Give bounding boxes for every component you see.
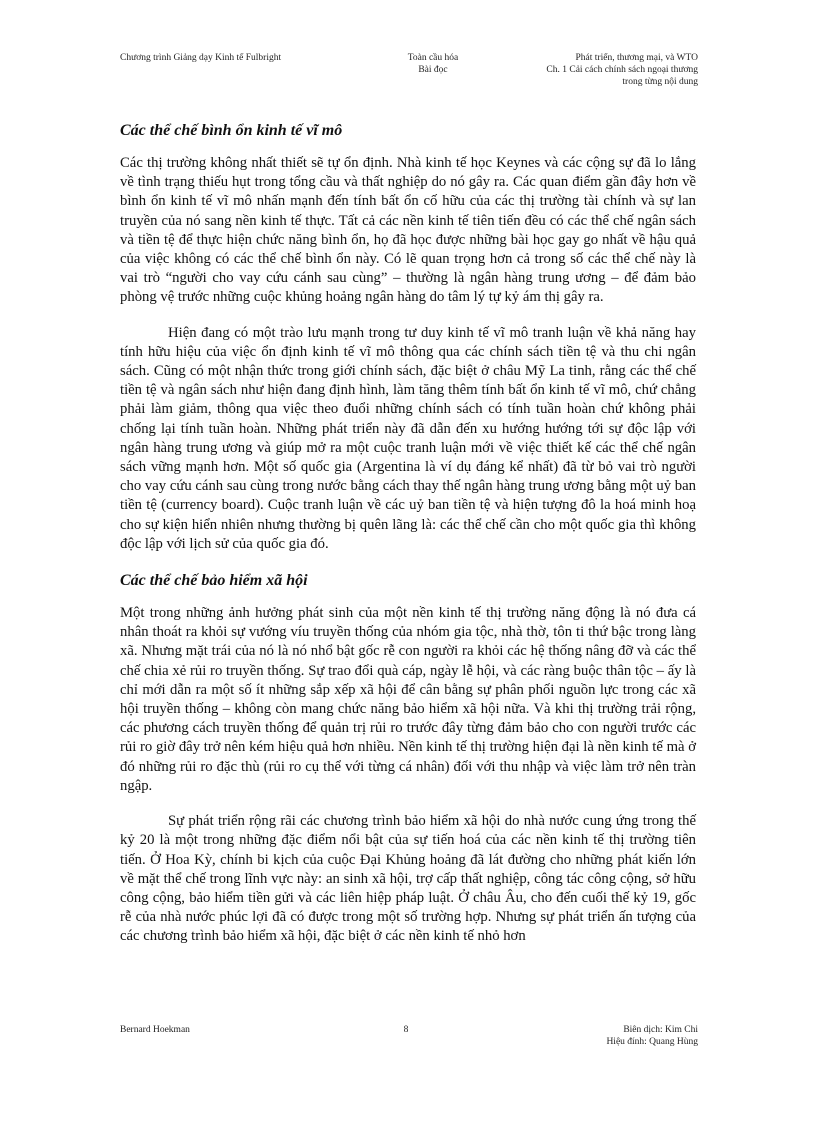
header-program xyxy=(120,52,281,64)
footer-translator: Biên dịch: Kim Chi xyxy=(623,1025,698,1035)
header-program-text: Chương trình Giảng dạy Kinh tế Fulbright xyxy=(120,53,282,63)
header-chapter-title-cont: trong từng nội dung xyxy=(622,77,698,87)
footer-credits xyxy=(606,1024,698,1048)
section-heading: Các thể chế bình ổn kinh tế vĩ mô xyxy=(120,122,343,139)
paragraph: Một trong những ảnh hưởng phát sinh của một nền kinh tế thị trường năng động là nó đưa cá nhân thoát ra khỏi sự vướng víu truyền thống của nhóm gia tộc, nhà thờ, tôn ti thứ bậc trong làng xã. Nhưng mặt trái của nó là nó nhổ bật gốc rễ con người ra khỏi các hệ thống nâng đỡ và các thể chế chia xẻ rủi ro truyền thống. Sự trao đổi quà cáp, ngày lễ hội, và các ràng buộc thân tộc – ấy là chỉ mới dẫn ra một số ít những sắp xếp xã hội để cân bằng sự phân phối nguồn lực trong các xã hội truyền thống – không còn mang chức năng bảo hiểm xã hội nữa. Và khi thị trường trải rộng, các phương cách truyền thống để quản trị rủi ro trước đây từng đảm bảo cho con người trước các rủi ro giờ đây trở nên kém hiệu quả hơn nhiều. Nền kinh tế thị trường hiện đại là nền kinh tế mà ở đó những rủi ro đặc thù (rủi ro cụ thể với từng cá nhân) đối với thu nhập và việc làm trở nên tràn ngập. xyxy=(120,605,696,794)
section-social-insurance xyxy=(120,570,696,946)
header-course-subtitle: Bài đọc xyxy=(418,65,448,75)
header-chapter-title: Ch. 1 Cải cách chính sách ngoại thương xyxy=(546,65,698,75)
document-body xyxy=(120,120,696,963)
paragraph: Các thị trường không nhất thiết sẽ tự ổn định. Nhà kinh tế học Keynes và các cộng sự đã lo lắng về tình trạng thiếu hụt trong tổng cầu và thất nghiệp do nó gây ra. Các quan điểm gần đây hơn về bình ổn kinh tế vĩ mô nhấn mạnh đến tính bất ổn cố hữu của các thị trường tài chính và sự lan truyền của nó sang nền kinh tế thực. Tất cả các nền kinh tế tiên tiến đều có các thể chế ngân sách và tiền tệ để thực hiện chức năng bình ổn, họ đã học được những bài học gay go nhất về hậu quả của việc không có các thể chế bình ổn này. Có lẽ quan trọng hơn cả trong số các thể chế này là vai trò “người cho vay cứu cánh sau cùng” – thường là ngân hàng trung ương – để đảm bảo phòng vệ trước những cuộc khủng hoảng ngân hàng do tâm lý tự kỷ ám thị gây ra. xyxy=(120,155,696,306)
footer-editor: Hiệu đính: Quang Hùng xyxy=(606,1037,698,1047)
page-number-text: 8 xyxy=(403,1025,409,1035)
footer-author-text: Bernard Hoekman xyxy=(120,1025,190,1035)
paragraph: Hiện đang có một trào lưu mạnh trong tư duy kinh tế vĩ mô tranh luận về khả năng hay tính hữu hiệu của việc ổn định kinh tế vĩ mô thông qua các chính sách tiền tệ và thu chi ngân sách. Cũng có một nhận thức trong giới chính sách, đặc biệt ở châu Mỹ La tinh, rằng các thể chế tiền tệ và ngân sách như hiện đang định hình, làm tăng thêm tính bất ổn kinh tế vĩ mô, chứ chẳng phải làm giảm, thông qua việc theo đuổi những chính sách có tính tuần hoàn chứ không phải chống lại tính tuần hoàn. Những phát triển này đã dẫn đến xu hướng hướng tới sự độc lập với ngân hàng trung ương và giúp mở ra một cuộc tranh luận mới về việc thiết kế các thể chế ngân sách vững mạnh hơn. Một số quốc gia (Argentina là ví dụ đáng kể nhất) đã từ bỏ vai trò người cho vay cứu cánh sau cùng trong nước bằng cách thay thế ngân hàng trung ương bằng một uỷ ban tiền tệ (currency board). Cuộc tranh luận về các uỷ ban tiền tệ và hiện tượng đô la hoá minh hoạ cho sự kiện hiển nhiên nhưng thường bị quên lãng là: các thể chế cần cho một quốc gia thì không độc lập với lịch sử của quốc gia đó. xyxy=(120,324,696,552)
header-topic: Phát triển, thương mại, và WTO xyxy=(575,53,698,63)
page-number xyxy=(396,1024,416,1036)
header-course xyxy=(388,52,478,76)
header-chapter xyxy=(546,52,698,88)
section-macro-stabilization xyxy=(120,120,696,554)
paragraph: Sự phát triển rộng rãi các chương trình bảo hiểm xã hội do nhà nước cung ứng trong thế kỷ 20 là một trong những đặc điểm nổi bật của sự tiến hoá của các nền kinh tế thị trường tiên tiến. Ở Hoa Kỳ, chính bi kịch của cuộc Đại Khủng hoảng đã lát đường cho những phát kiến lớn về mặt thể chế trong lĩnh vực này: an sinh xã hội, trợ cấp thất nghiệp, công tác công cộng, sở hữu công cộng, bảo hiểm tiền gửi và các liên hiệp pháp luật. Ở châu Âu, cho đến cuối thế kỷ 19, gốc rễ của nhà nước phúc lợi đã có được trong một số trường hợp. Nhưng sự phát triển ấn tượng của các chương trình bảo hiểm xã hội, đặc biệt ở các nền kinh tế nhỏ hơn xyxy=(120,813,696,945)
footer-author xyxy=(120,1024,190,1036)
header-course-title: Toàn cầu hóa xyxy=(407,53,459,63)
section-heading: Các thể chế bảo hiểm xã hội xyxy=(120,572,308,590)
